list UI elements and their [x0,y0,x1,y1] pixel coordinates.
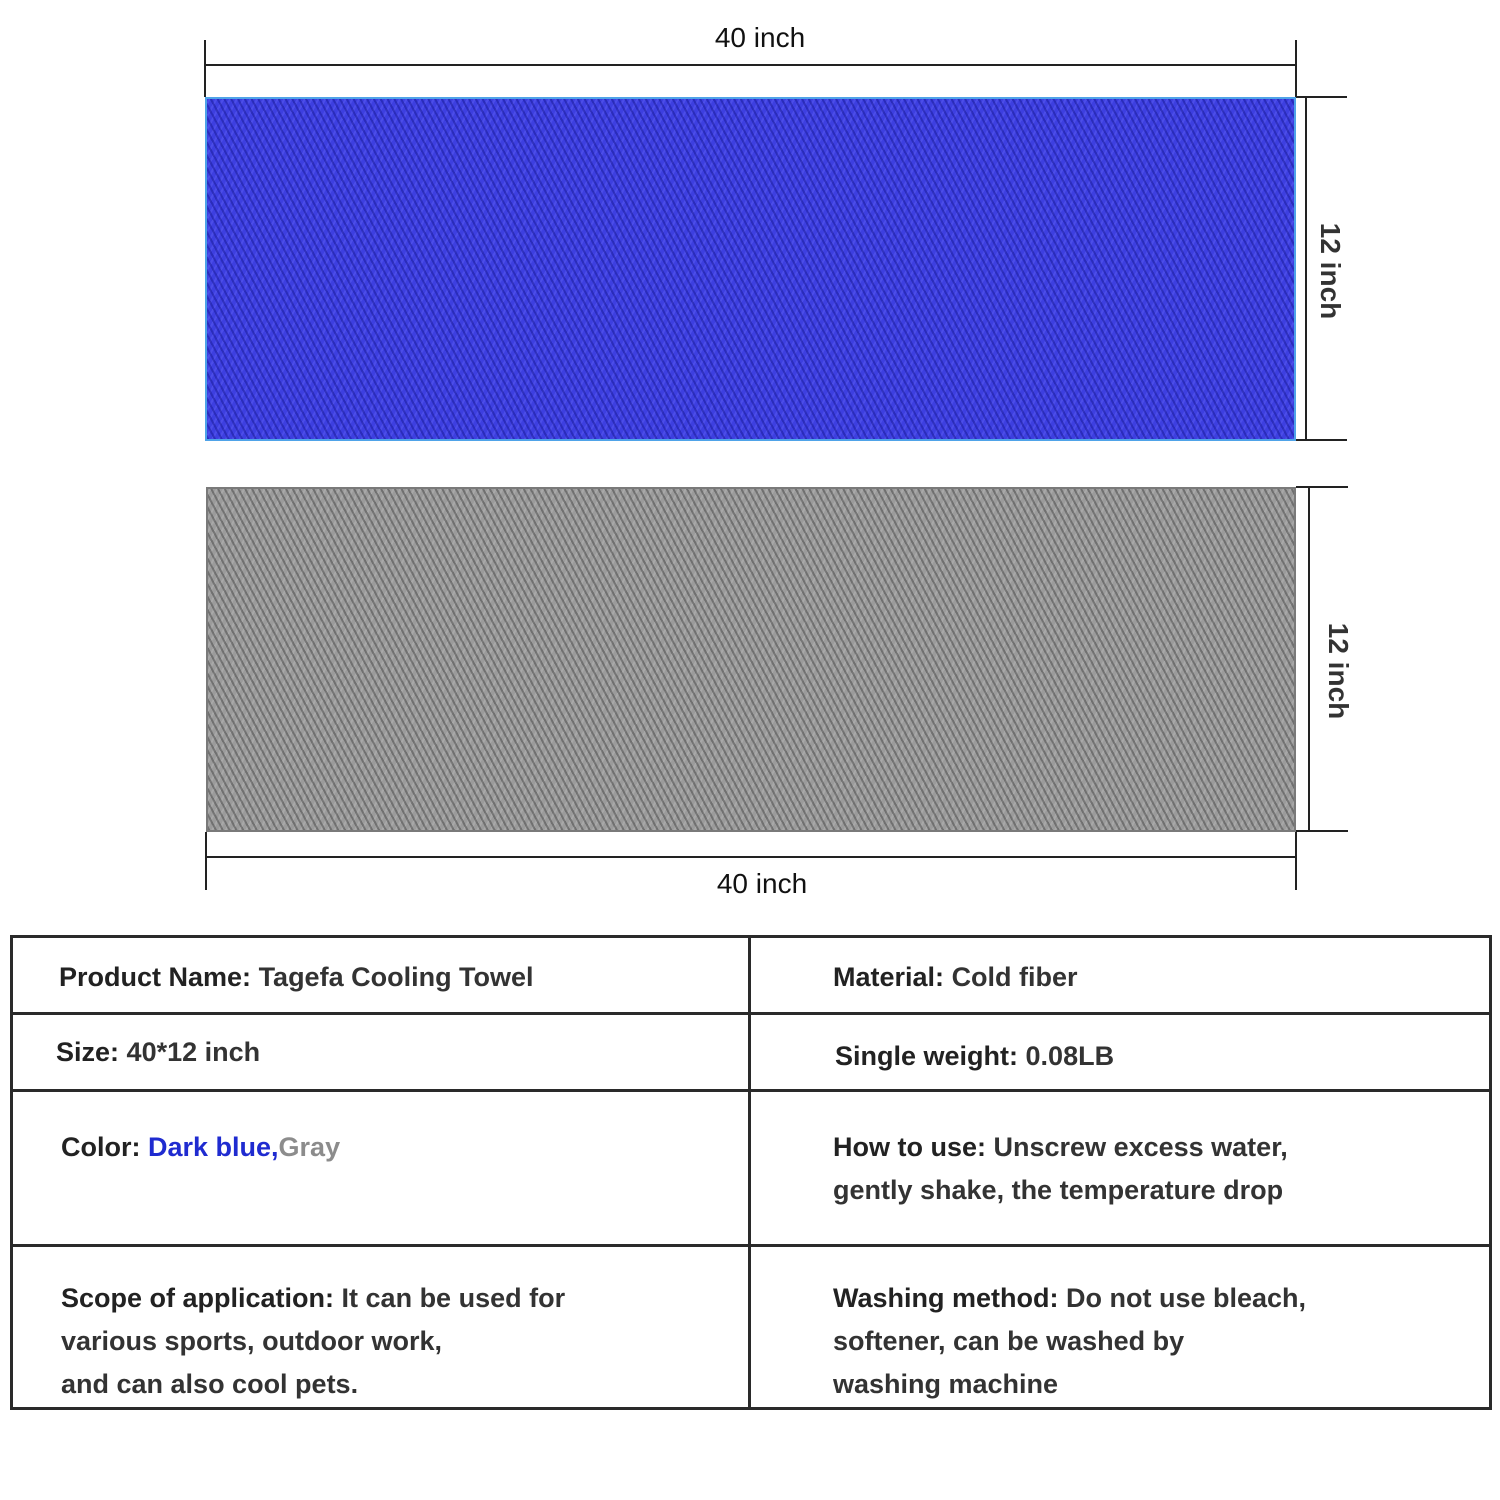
gray-height-bottom-tick [1296,830,1348,832]
top-width-left-tick [204,40,206,97]
washing-text-1: Do not use bleach, [1066,1283,1307,1313]
size-cell [12,1014,750,1091]
how-to-use-line-1 [833,1126,1488,1169]
top-width-dimension-line [205,64,1296,66]
scope-text-2: various sports, outdoor work, [61,1326,443,1356]
how-to-use-text-2: gently shake, the temperature drop [833,1175,1284,1205]
bottom-width-dimension-line [206,856,1296,858]
color-value-dark-blue: Dark blue, [148,1132,279,1162]
how-to-use-cell [750,1091,1491,1246]
top-width-right-tick [1295,40,1297,97]
material-value: Cold fiber [951,962,1078,992]
spec-row [12,1091,1491,1246]
scope-cell [12,1246,750,1409]
top-width-label: 40 inch [714,22,806,53]
washing-line-1 [833,1277,1488,1320]
gray-height-top-tick [1296,486,1348,488]
product-name-cell [12,937,750,1014]
single-weight-value: 0.08LB [1025,1041,1115,1071]
scope-text-3: and can also cool pets. [61,1369,359,1399]
spec-row [12,937,1491,1014]
single-weight-cell [750,1014,1491,1091]
washing-text-3: washing machine [833,1369,1059,1399]
material-cell [750,937,1491,1014]
how-to-use-text-1: Unscrew excess water, [993,1132,1288,1162]
blue-towel-image [205,97,1296,441]
spec-row [12,1246,1491,1409]
blue-height-bottom-tick [1296,439,1347,441]
single-weight-label: Single weight: [835,1041,1019,1071]
gray-height-label: 12 inch [1323,622,1354,720]
washing-text-2: softener, can be washed by [833,1326,1185,1356]
scope-label: Scope of application: [61,1283,335,1313]
blue-height-top-tick [1296,96,1347,98]
product-name-value: Tagefa Cooling Towel [258,962,534,992]
washing-label: Washing method: [833,1283,1059,1313]
how-to-use-label: How to use: [833,1132,986,1162]
gray-height-dimension-line [1308,487,1310,831]
size-value: 40*12 inch [126,1037,261,1067]
scope-line-1 [61,1277,747,1320]
spec-row [12,1014,1491,1091]
spec-table [10,935,1492,1410]
scope-text-1: It can be used for [341,1283,566,1313]
bottom-width-left-tick [205,832,207,890]
washing-cell [750,1246,1491,1409]
product-name-label: Product Name: [59,962,252,992]
size-label: Size: [56,1037,120,1067]
material-label: Material: [833,962,945,992]
blue-height-dimension-line [1305,97,1307,440]
color-cell [12,1091,750,1246]
color-value-gray: Gray [278,1132,341,1162]
gray-towel-image [206,487,1296,832]
color-label: Color: [61,1132,141,1162]
bottom-width-right-tick [1295,832,1297,890]
bottom-width-label: 40 inch [716,868,808,899]
blue-height-label: 12 inch [1315,222,1346,320]
